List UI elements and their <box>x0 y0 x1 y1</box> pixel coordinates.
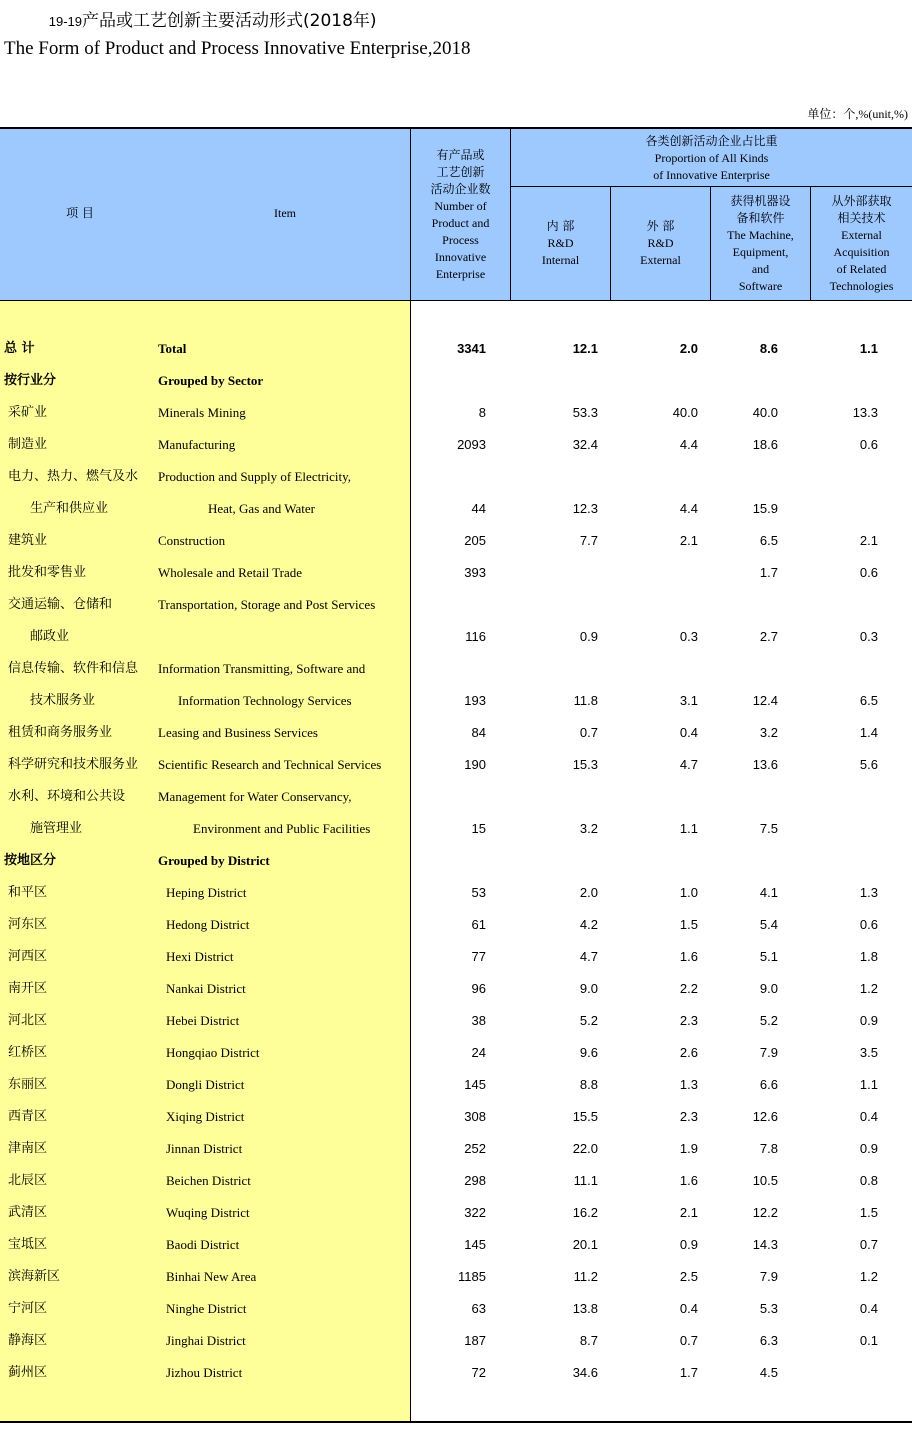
item-name-en: Heping District <box>166 885 247 900</box>
item-name-zh: 按行业分 <box>4 373 57 388</box>
external-rd-cell: 0.4 <box>679 725 698 740</box>
external-rd-cell: 1.0 <box>679 885 698 900</box>
table-row <box>0 973 912 1005</box>
table-row <box>0 589 912 621</box>
external-rd-cell: 2.3 <box>679 1109 698 1124</box>
item-name-en: Grouped by Sector <box>158 373 264 388</box>
table-number-and-title-zh <box>4 6 377 31</box>
item-name-en: Leasing and Business Services <box>158 725 318 740</box>
count-cell: 3341 <box>457 341 486 356</box>
count-cell: 53 <box>471 885 486 900</box>
external-acquisition-cell: 0.1 <box>859 1333 878 1348</box>
machine-software-cell: 13.6 <box>752 757 778 772</box>
item-name-en: Dongli District <box>166 1077 245 1092</box>
title-zh: 产品或工艺创新主要活动形式(2018年) <box>82 11 377 31</box>
item-name-en: Transportation, Storage and Post Services <box>158 597 376 612</box>
internal-rd-cell: 11.8 <box>573 693 598 708</box>
item-name-en: Binhai New Area <box>166 1269 257 1284</box>
data-table <box>0 127 912 1423</box>
title-en: The Form of Product and Process Innovative Enterprise,2018 <box>4 38 471 59</box>
internal-rd-cell: 13.8 <box>572 1301 598 1316</box>
item-name-zh: 采矿业 <box>8 405 48 420</box>
machine-software-cell: 3.2 <box>759 725 778 740</box>
internal-rd-cell: 12.1 <box>572 341 598 356</box>
table-row <box>0 429 912 461</box>
internal-rd-cell: 16.2 <box>572 1205 598 1220</box>
table-row <box>0 1005 912 1037</box>
item-name-zh: 电力、热力、燃气及水 <box>8 469 139 484</box>
table-row <box>0 493 912 525</box>
item-name-en: Wuqing District <box>166 1205 250 1220</box>
external-rd-cell: 2.3 <box>679 1013 698 1028</box>
table-row <box>0 1229 912 1261</box>
item-name-zh: 批发和零售业 <box>8 565 87 580</box>
table-row <box>0 333 912 365</box>
item-name-en: Information Transmitting, Software and <box>158 661 366 676</box>
machine-software-cell: 2.7 <box>759 629 778 644</box>
internal-rd-cell: 11.2 <box>573 1269 598 1284</box>
item-name-en: Ninghe District <box>166 1301 247 1316</box>
internal-rd-cell: 3.2 <box>579 821 598 836</box>
external-acquisition-cell: 13.3 <box>852 405 878 420</box>
item-name-en: Construction <box>158 533 226 548</box>
machine-software-cell: 14.3 <box>752 1237 778 1252</box>
machine-software-cell: 5.2 <box>759 1013 778 1028</box>
external-acquisition-cell: 1.5 <box>859 1205 878 1220</box>
table-row <box>0 749 912 781</box>
item-name-en: Xiqing District <box>166 1109 245 1124</box>
count-cell: 145 <box>464 1077 486 1092</box>
table-row <box>0 813 912 845</box>
internal-rd-cell: 9.6 <box>579 1045 598 1060</box>
item-name-zh: 津南区 <box>8 1141 48 1156</box>
external-acquisition-cell: 1.1 <box>859 1077 878 1092</box>
table-row <box>0 877 912 909</box>
count-cell: 2093 <box>457 437 486 452</box>
table-number: 19-19 <box>48 14 82 29</box>
external-rd-cell: 4.7 <box>679 757 698 772</box>
table-row <box>0 717 912 749</box>
internal-rd-cell: 8.8 <box>579 1077 598 1092</box>
machine-software-cell: 40.0 <box>752 405 778 420</box>
item-name-en: Production and Supply of Electricity, <box>158 469 352 484</box>
header-external-acquisition: 从外部获取 相关技术 External Acquisition of Related Technologies <box>829 194 894 293</box>
item-name-en: Beichen District <box>166 1173 251 1188</box>
unit-note: 单位：个,%(unit,%) <box>807 107 908 121</box>
table-row <box>0 1325 912 1357</box>
item-name-en: Minerals Mining <box>158 405 246 420</box>
item-name-en: Manufacturing <box>158 437 236 452</box>
item-name-en: Hexi District <box>166 949 234 964</box>
internal-rd-cell: 12.3 <box>572 501 598 516</box>
machine-software-cell: 5.1 <box>759 949 778 964</box>
external-acquisition-cell: 0.9 <box>859 1013 878 1028</box>
external-acquisition-cell: 0.4 <box>859 1109 878 1124</box>
item-name-en: Jizhou District <box>166 1365 243 1380</box>
machine-software-cell: 10.5 <box>752 1173 778 1188</box>
item-name-en: Baodi District <box>166 1237 240 1252</box>
table-row <box>0 781 912 813</box>
item-name-zh: 租赁和商务服务业 <box>8 725 113 740</box>
header-item-en: Item <box>274 206 296 220</box>
machine-software-cell: 12.6 <box>752 1109 778 1124</box>
item-name-en: Wholesale and Retail Trade <box>158 565 303 580</box>
machine-software-cell: 7.9 <box>759 1045 778 1060</box>
external-rd-cell: 2.6 <box>679 1045 698 1060</box>
internal-rd-cell: 9.0 <box>579 981 598 996</box>
external-rd-cell: 0.3 <box>679 629 698 644</box>
item-name-zh: 施管理业 <box>30 821 83 836</box>
external-rd-cell: 0.4 <box>679 1301 698 1316</box>
internal-rd-cell: 4.7 <box>579 949 598 964</box>
internal-rd-cell: 0.7 <box>579 725 598 740</box>
count-cell: 15 <box>471 821 486 836</box>
count-cell: 116 <box>465 629 486 644</box>
count-cell: 77 <box>471 949 486 964</box>
internal-rd-cell: 22.0 <box>572 1141 598 1156</box>
table-row <box>0 365 912 397</box>
item-name-zh: 东丽区 <box>8 1077 48 1092</box>
count-cell: 298 <box>464 1173 486 1188</box>
external-acquisition-cell: 5.6 <box>859 757 878 772</box>
item-name-zh: 蓟州区 <box>8 1365 48 1380</box>
machine-software-cell: 12.2 <box>752 1205 778 1220</box>
external-rd-cell: 2.2 <box>679 981 698 996</box>
internal-rd-cell: 8.7 <box>579 1333 598 1348</box>
machine-software-cell: 6.3 <box>759 1333 778 1348</box>
divider <box>510 186 912 187</box>
external-acquisition-cell: 0.6 <box>859 917 878 932</box>
table-row <box>0 397 912 429</box>
item-name-zh: 制造业 <box>8 437 48 452</box>
external-rd-cell: 2.5 <box>679 1269 698 1284</box>
item-name-en: Jinnan District <box>166 1141 243 1156</box>
item-name-en: Nankai District <box>166 981 246 996</box>
item-name-zh: 河北区 <box>8 1013 48 1028</box>
item-name-en: Hedong District <box>166 917 250 932</box>
item-name-zh: 技术服务业 <box>30 693 96 708</box>
count-cell: 72 <box>471 1365 486 1380</box>
count-cell: 308 <box>464 1109 486 1124</box>
table-row <box>0 525 912 557</box>
machine-software-cell: 8.6 <box>759 341 778 356</box>
external-rd-cell: 0.9 <box>679 1237 698 1252</box>
table-row <box>0 1261 912 1293</box>
item-name-zh: 红桥区 <box>8 1045 48 1060</box>
item-name-en: Information Technology Services <box>178 693 352 708</box>
external-acquisition-cell: 0.7 <box>859 1237 878 1252</box>
item-name-en: Management for Water Conservancy, <box>158 789 352 804</box>
count-cell: 145 <box>464 1237 486 1252</box>
item-name-zh: 生产和供应业 <box>30 501 109 516</box>
item-name-zh: 信息传输、软件和信息 <box>8 661 139 676</box>
external-acquisition-cell: 2.1 <box>859 533 878 548</box>
external-acquisition-cell: 1.2 <box>859 1269 878 1284</box>
internal-rd-cell: 32.4 <box>572 437 598 452</box>
external-acquisition-cell: 0.3 <box>859 629 878 644</box>
machine-software-cell: 18.6 <box>752 437 778 452</box>
item-name-zh: 和平区 <box>8 885 48 900</box>
external-acquisition-cell: 6.5 <box>859 693 878 708</box>
item-name-zh: 宁河区 <box>8 1301 48 1316</box>
item-name-zh: 建筑业 <box>8 533 48 548</box>
item-name-zh: 宝坻区 <box>8 1237 48 1252</box>
item-name-en: Grouped by District <box>158 853 270 868</box>
external-rd-cell: 2.1 <box>679 533 698 548</box>
count-cell: 190 <box>464 757 486 772</box>
header-proportion: 各类创新活动企业占比重 Proportion of All Kinds of Innovative Enterprise <box>645 134 778 182</box>
count-cell: 24 <box>471 1045 486 1060</box>
item-name-zh: 按地区分 <box>4 853 57 868</box>
table-row <box>0 1357 912 1389</box>
item-name-zh: 总 计 <box>4 341 35 356</box>
table-row <box>0 1069 912 1101</box>
header-machine-software: 获得机器设 备和软件 The Machine, Equipment, and Software <box>727 194 794 293</box>
item-name-zh: 邮政业 <box>30 629 70 644</box>
external-rd-cell: 4.4 <box>679 437 698 452</box>
external-rd-cell: 4.4 <box>679 501 698 516</box>
internal-rd-cell: 2.0 <box>579 885 598 900</box>
external-acquisition-cell: 1.8 <box>859 949 878 964</box>
count-cell: 205 <box>464 533 486 548</box>
item-name-zh: 南开区 <box>8 981 48 996</box>
external-acquisition-cell: 0.6 <box>859 437 878 452</box>
machine-software-cell: 5.3 <box>759 1301 778 1316</box>
item-name-zh: 北辰区 <box>8 1173 48 1188</box>
item-name-zh: 武清区 <box>8 1205 48 1220</box>
header-internal-rd: 内 部 R&D Internal <box>541 219 580 267</box>
count-cell: 322 <box>464 1205 486 1220</box>
item-name-zh: 滨海新区 <box>8 1269 61 1284</box>
table-row <box>0 1133 912 1165</box>
item-name-en: Heat, Gas and Water <box>208 501 316 516</box>
external-rd-cell: 1.6 <box>679 949 698 964</box>
item-name-en: Hebei District <box>166 1013 240 1028</box>
table-row <box>0 845 912 877</box>
item-name-en: Total <box>158 341 187 356</box>
table-row <box>0 941 912 973</box>
machine-software-cell: 6.5 <box>759 533 778 548</box>
table-row <box>0 1101 912 1133</box>
internal-rd-cell: 11.1 <box>573 1173 598 1188</box>
table-row <box>0 685 912 717</box>
internal-rd-cell: 34.6 <box>572 1365 598 1380</box>
machine-software-cell: 6.6 <box>759 1077 778 1092</box>
count-cell: 193 <box>464 693 486 708</box>
table-row <box>0 1037 912 1069</box>
header-item-zh: 项 目 <box>66 206 94 220</box>
table-row <box>0 1293 912 1325</box>
internal-rd-cell: 0.9 <box>579 629 598 644</box>
count-cell: 96 <box>471 981 486 996</box>
external-acquisition-cell: 1.4 <box>859 725 878 740</box>
internal-rd-cell: 15.3 <box>572 757 598 772</box>
internal-rd-cell: 4.2 <box>579 917 598 932</box>
item-name-en: Hongqiao District <box>166 1045 260 1060</box>
external-acquisition-cell: 0.4 <box>859 1301 878 1316</box>
count-cell: 1185 <box>458 1269 486 1284</box>
machine-software-cell: 5.4 <box>759 917 778 932</box>
internal-rd-cell: 20.1 <box>572 1237 598 1252</box>
item-name-en: Scientific Research and Technical Services <box>158 757 382 772</box>
table-row <box>0 1165 912 1197</box>
external-rd-cell: 0.7 <box>679 1333 698 1348</box>
item-name-zh: 河东区 <box>8 917 48 932</box>
count-cell: 61 <box>471 917 486 932</box>
table-row <box>0 653 912 685</box>
machine-software-cell: 9.0 <box>759 981 778 996</box>
table-row <box>0 461 912 493</box>
external-rd-cell: 3.1 <box>679 693 698 708</box>
external-acquisition-cell: 1.3 <box>859 885 878 900</box>
item-name-zh: 西青区 <box>8 1109 48 1124</box>
external-acquisition-cell: 1.1 <box>859 341 878 356</box>
internal-rd-cell: 53.3 <box>572 405 598 420</box>
table-row <box>0 621 912 653</box>
external-acquisition-cell: 0.6 <box>859 565 878 580</box>
external-rd-cell: 2.0 <box>679 341 698 356</box>
machine-software-cell: 7.5 <box>759 821 778 836</box>
external-rd-cell: 1.6 <box>679 1173 698 1188</box>
count-cell: 8 <box>478 405 486 420</box>
external-rd-cell: 1.5 <box>679 917 698 932</box>
external-rd-cell: 1.7 <box>679 1365 698 1380</box>
item-name-en: Jinghai District <box>166 1333 246 1348</box>
count-cell: 187 <box>464 1333 486 1348</box>
external-acquisition-cell: 1.2 <box>859 981 878 996</box>
header-count: 有产品或 工艺创新 活动企业数 Number of Product and Process Innovative Enterprise <box>430 148 491 281</box>
external-rd-cell: 40.0 <box>672 405 698 420</box>
external-rd-cell: 2.1 <box>679 1205 698 1220</box>
external-rd-cell: 1.9 <box>679 1141 698 1156</box>
machine-software-cell: 4.5 <box>759 1365 778 1380</box>
external-rd-cell: 1.1 <box>679 821 698 836</box>
external-rd-cell: 1.3 <box>679 1077 698 1092</box>
machine-software-cell: 7.8 <box>759 1141 778 1156</box>
item-name-zh: 科学研究和技术服务业 <box>8 757 139 772</box>
external-acquisition-cell: 0.8 <box>859 1173 878 1188</box>
item-name-en: Environment and Public Facilities <box>193 821 371 836</box>
header-external-rd: 外 部 R&D External <box>640 219 681 267</box>
machine-software-cell: 15.9 <box>752 501 778 516</box>
machine-software-cell: 4.1 <box>759 885 778 900</box>
count-cell: 63 <box>471 1301 486 1316</box>
count-cell: 393 <box>464 565 486 580</box>
item-name-zh: 静海区 <box>8 1333 48 1348</box>
count-cell: 252 <box>464 1141 486 1156</box>
count-cell: 44 <box>471 501 486 516</box>
item-name-zh: 水利、环境和公共设 <box>8 789 126 804</box>
internal-rd-cell: 7.7 <box>579 533 598 548</box>
item-name-zh: 河西区 <box>8 949 48 964</box>
machine-software-cell: 7.9 <box>759 1269 778 1284</box>
internal-rd-cell: 5.2 <box>579 1013 598 1028</box>
table-row <box>0 557 912 589</box>
count-cell: 38 <box>471 1013 486 1028</box>
machine-software-cell: 1.7 <box>759 565 778 580</box>
count-cell: 84 <box>471 725 486 740</box>
machine-software-cell: 12.4 <box>752 693 778 708</box>
item-name-zh: 交通运输、仓储和 <box>8 597 113 612</box>
external-acquisition-cell: 3.5 <box>859 1045 878 1060</box>
internal-rd-cell: 15.5 <box>572 1109 598 1124</box>
table-row <box>0 909 912 941</box>
table-row <box>0 1197 912 1229</box>
external-acquisition-cell: 0.9 <box>859 1141 878 1156</box>
